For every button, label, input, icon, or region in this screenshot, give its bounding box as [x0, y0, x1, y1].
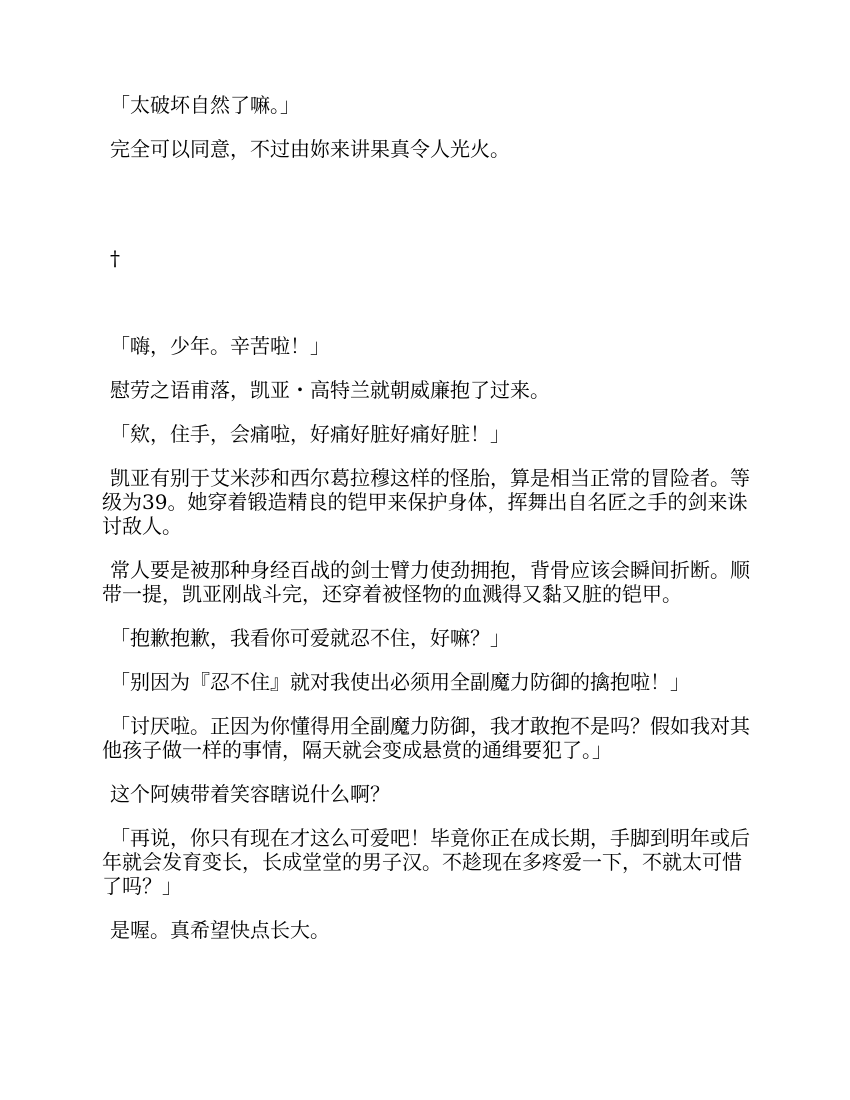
paragraph: 是喔。真希望快点长大。	[110, 918, 330, 942]
paragraph: 「抱歉抱歉，我看你可爱就忍不住，好嘛？」	[110, 626, 510, 650]
paragraph: 慰劳之语甫落，凯亚・高特兰就朝威廉抱了过来。	[110, 378, 550, 402]
paragraph: 「别因为『忍不住』就对我使出必须用全副魔力防御的擒抱啦！」	[110, 670, 690, 694]
section-separator: †	[110, 246, 120, 270]
paragraph: 「讨厌啦。正因为你懂得用全副魔力防御，我才敢抱不是吗？假如我对其他孩子做一样的事情，隔天就会变成悬赏的通缉要犯了。」	[102, 714, 750, 762]
paragraph: 「嗨，少年。辛苦啦！」	[110, 334, 330, 358]
document-body	[102, 93, 752, 962]
paragraph: 凯亚有别于艾米莎和西尔葛拉穆这样的怪胎，算是相当正常的冒险者。等级为39。她穿着锻造精良的铠甲来保护身体，挥舞出自名匠之手的剑来诛讨敌人。	[102, 466, 750, 538]
paragraph: 这个阿姨带着笑容瞎说什么啊？	[110, 782, 390, 806]
paragraph: 「再说，你只有现在才这么可爱吧！毕竟你正在成长期，手脚到明年或后年就会发育变长，长成堂堂的男子汉。不趁现在多疼爱一下，不就太可惜了吗？」	[102, 826, 750, 898]
paragraph: 常人要是被那种身经百战的剑士臂力使劲拥抱，背骨应该会瞬间折断。顺带一提，凯亚刚战斗完，还穿着被怪物的血溅得又黏又脏的铠甲。	[102, 558, 750, 606]
paragraph: 「太破坏自然了嘛。」	[110, 93, 300, 117]
paragraph: 完全可以同意，不过由妳来讲果真令人光火。	[110, 137, 510, 161]
paragraph: 「欸，住手，会痛啦，好痛好脏好痛好脏！」	[110, 422, 510, 446]
spacer	[102, 181, 752, 246]
spacer	[102, 270, 752, 334]
